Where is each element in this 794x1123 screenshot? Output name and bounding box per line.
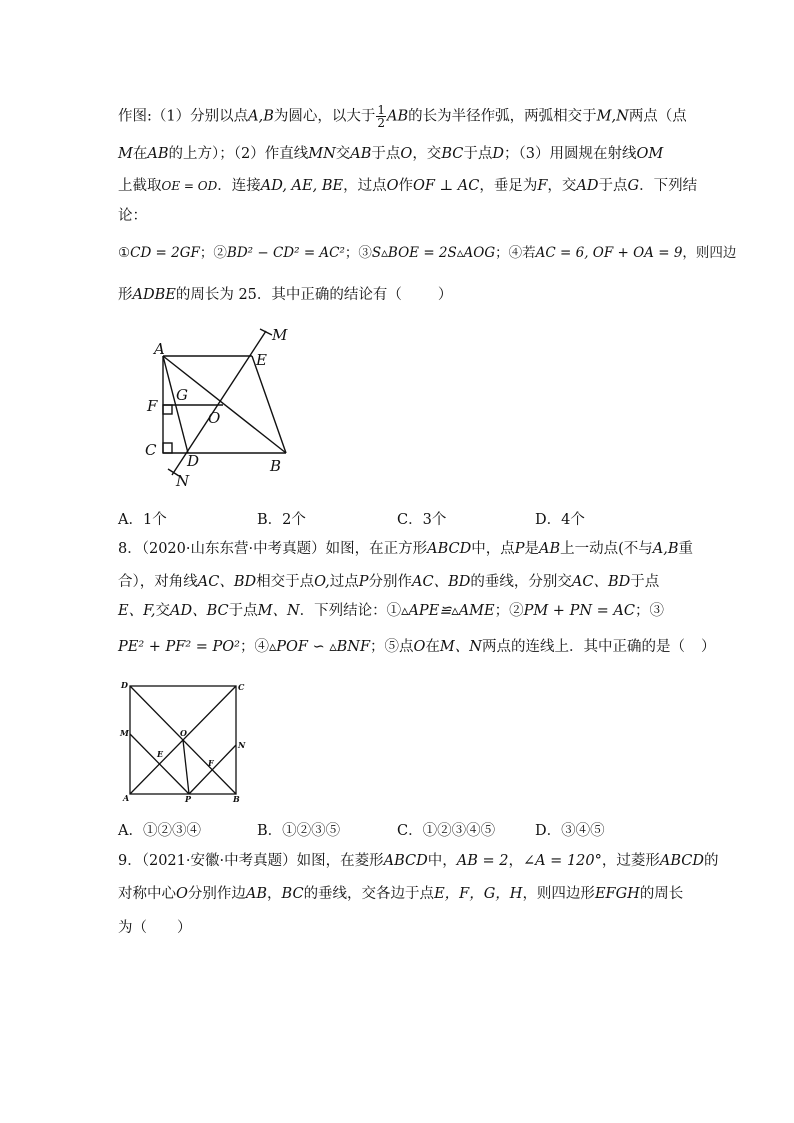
text: 合），对角线	[118, 574, 198, 590]
label-N: N	[238, 740, 246, 750]
text: 交	[155, 603, 170, 619]
math-text: AC、BD	[412, 574, 471, 590]
text: ；②	[199, 245, 227, 261]
math-text: M,N	[596, 108, 629, 125]
segment-OP	[183, 740, 189, 794]
text: ）	[437, 287, 453, 303]
label-A: A	[123, 793, 130, 803]
label-E: E	[157, 749, 164, 759]
label-P: P	[185, 794, 192, 804]
label-O: O	[180, 728, 187, 738]
math-text: OE = OD	[161, 179, 218, 193]
text: 9．（2021·安徽·中考真题）如图，在菱形	[118, 853, 384, 869]
q8-line-2	[118, 572, 659, 592]
text: 作	[398, 178, 413, 194]
text: 两点（点	[628, 108, 687, 125]
math-text: M、N	[439, 639, 482, 655]
option-b[interactable]: B．2个	[257, 512, 306, 528]
text: 中，	[427, 853, 457, 869]
text: 于点	[228, 603, 258, 619]
text: 于点	[598, 178, 628, 194]
math-text: O	[400, 146, 413, 162]
text: 分别作边	[187, 886, 246, 902]
text: ，交	[412, 146, 442, 162]
text: 中，点	[471, 541, 515, 557]
label-M: M	[272, 326, 288, 344]
text: 的周长为 25．其中正确的结论有（	[175, 287, 402, 303]
option-c[interactable]: C．①②③④⑤	[397, 823, 496, 839]
math-text: ABCD	[659, 853, 704, 869]
text: ，则四边	[682, 245, 737, 261]
text: 在	[425, 639, 440, 655]
math-text: AC、BD	[197, 574, 257, 590]
q9-line-2	[118, 884, 683, 904]
label-B: B	[270, 457, 282, 475]
label-B: B	[233, 794, 240, 804]
math-text: AD, AE, BE	[260, 178, 344, 194]
math-text: A,B	[248, 108, 274, 125]
math-text: AB	[350, 146, 372, 162]
math-text: M、N	[257, 603, 300, 619]
text: 的长为半径作弧，两弧相交于	[408, 108, 597, 125]
math-text: CD = 2GF	[130, 245, 200, 261]
label-D: D	[187, 452, 200, 470]
fraction-numerator: 1	[377, 103, 386, 117]
label-C: C	[145, 441, 157, 459]
text: 是	[524, 541, 539, 557]
option-d[interactable]: D．4个	[535, 512, 585, 528]
text: ，则四边形	[522, 886, 595, 902]
segment-EB	[252, 356, 286, 453]
math-text: O	[176, 886, 188, 902]
q7-line-1	[118, 104, 687, 129]
math-text: AD、BC	[170, 603, 229, 619]
math-text: E，F，G，H	[434, 886, 523, 902]
text: ）	[700, 639, 716, 655]
label-A: A	[154, 340, 165, 358]
math-text: ▵POF ∽ ▵BNF	[268, 639, 371, 655]
label-F: F	[208, 758, 214, 768]
math-text: PM + PN = AC	[523, 603, 635, 619]
math-text: F	[537, 178, 548, 194]
math-text: AD	[576, 178, 599, 194]
text: ；④若	[495, 245, 536, 261]
text: ；③	[634, 603, 664, 619]
option-a[interactable]: A．①②③④	[118, 823, 201, 839]
math-text: ADBE	[132, 287, 176, 303]
option-a[interactable]: A．1个	[118, 512, 167, 528]
math-text: AC、BD	[571, 574, 631, 590]
label-O: O	[208, 409, 221, 427]
text: ，	[267, 886, 282, 902]
text: 形	[118, 287, 133, 303]
text: 于点	[463, 146, 493, 162]
text: 8．（2020·山东东营·中考真题）如图，在正方形	[118, 541, 428, 557]
text: 的垂线，分别交	[470, 574, 572, 590]
right-angle-C	[163, 443, 172, 453]
text: 在	[132, 146, 148, 162]
math-text: O	[386, 178, 399, 194]
math-text: G	[627, 178, 640, 194]
math-text: BC	[281, 886, 304, 902]
label-G: G	[176, 386, 188, 404]
text: 重	[678, 541, 694, 557]
math-text: O,	[314, 574, 330, 590]
q7-line-6	[118, 285, 452, 305]
text: ，交	[547, 178, 577, 194]
math-text: AB	[147, 146, 169, 162]
math-text: OM	[636, 146, 664, 162]
text: 交	[335, 146, 351, 162]
text: ，	[508, 853, 523, 869]
fraction-one-half	[376, 104, 386, 129]
math-text: D	[492, 146, 504, 162]
text: 过点	[329, 574, 359, 590]
label-M: M	[120, 728, 129, 738]
text: 对称中心	[118, 886, 176, 902]
math-text: MN	[308, 146, 336, 162]
math-text: O	[413, 639, 426, 655]
text: 上一动点(不与	[560, 541, 653, 557]
text: ；③	[344, 245, 372, 261]
text: 为（	[118, 920, 147, 936]
q7-line-2	[118, 144, 663, 164]
text: ，垂足为	[479, 178, 538, 194]
text: 两点的连线上．其中正确的是（	[481, 639, 685, 655]
text: ）	[177, 920, 192, 936]
text: ．下列结论：①	[299, 603, 402, 619]
text: 作图:（1）分别以点	[118, 108, 249, 125]
text: ；⑤点	[370, 639, 414, 655]
q7-geometry-figure	[130, 322, 300, 492]
math-text: A,B	[652, 541, 679, 557]
label-N: N	[176, 472, 190, 490]
text: 于点	[630, 574, 660, 590]
text: ；（3）用圆规在射线	[503, 146, 637, 162]
math-text: PE² + PF² = PO²	[118, 639, 240, 655]
q7-line-3	[118, 176, 697, 196]
math-text: AB = 2	[456, 853, 509, 869]
text: ；②	[494, 603, 524, 619]
text: 分别作	[368, 574, 413, 590]
text: 于点	[371, 146, 401, 162]
text: ．连接	[217, 178, 261, 194]
math-text: P	[358, 574, 369, 590]
math-text: ABCD	[427, 541, 472, 557]
q7-line-5	[118, 243, 736, 263]
label-E: E	[256, 351, 267, 369]
math-text: ABCD	[383, 853, 428, 869]
q9-line-3	[118, 918, 192, 938]
text: 的上方）；（2）作直线	[168, 146, 309, 162]
option-b[interactable]: B．①②③⑤	[257, 823, 341, 839]
label-C: C	[238, 682, 245, 692]
math-text: S▵BOE = 2S▵AOG	[371, 245, 496, 261]
math-text: OF ⊥ AC	[412, 178, 480, 194]
math-text: EFGH	[594, 886, 640, 902]
q8-line-1	[118, 539, 693, 559]
math-text: ▵APE≌▵AME	[401, 603, 495, 619]
text: 的垂线，交各边于点	[303, 886, 435, 902]
q8-line-3	[118, 601, 664, 621]
math-text: M	[118, 146, 133, 162]
text: 的	[704, 853, 719, 869]
option-d[interactable]: D．③④⑤	[535, 823, 605, 839]
q8-geometry-figure	[118, 676, 248, 806]
math-text: BC	[441, 146, 464, 162]
text: 上截取	[118, 178, 162, 194]
math-text: P	[514, 541, 525, 557]
q9-line-1	[118, 851, 719, 871]
math-text: AB	[387, 108, 409, 125]
text: 相交于点	[256, 574, 315, 590]
label-D: D	[121, 680, 128, 690]
text: ，过菱形	[601, 853, 660, 869]
fraction-denominator: 2	[377, 116, 386, 130]
text: ；④	[239, 639, 269, 655]
text: ．下列结	[639, 178, 698, 194]
arc-mark-M	[260, 329, 272, 335]
text: 论：	[118, 208, 147, 224]
text: ①	[118, 245, 131, 261]
math-text: BD² − CD² = AC²	[226, 245, 345, 261]
right-angle-F	[163, 405, 172, 414]
text: 的周长	[639, 886, 684, 902]
math-text: AC = 6, OF + OA = 9	[535, 245, 683, 261]
math-text: AB	[538, 541, 561, 557]
option-c[interactable]: C．3个	[397, 512, 447, 528]
math-text: E、F,	[118, 603, 156, 619]
math-text: AB	[245, 886, 268, 902]
label-F: F	[147, 397, 158, 415]
q8-line-4	[118, 637, 715, 657]
math-text: ∠A = 120°	[522, 853, 602, 869]
q7-line-4	[118, 206, 147, 226]
text: 为圆心，以大于	[273, 108, 376, 125]
text: ，过点	[343, 178, 387, 194]
